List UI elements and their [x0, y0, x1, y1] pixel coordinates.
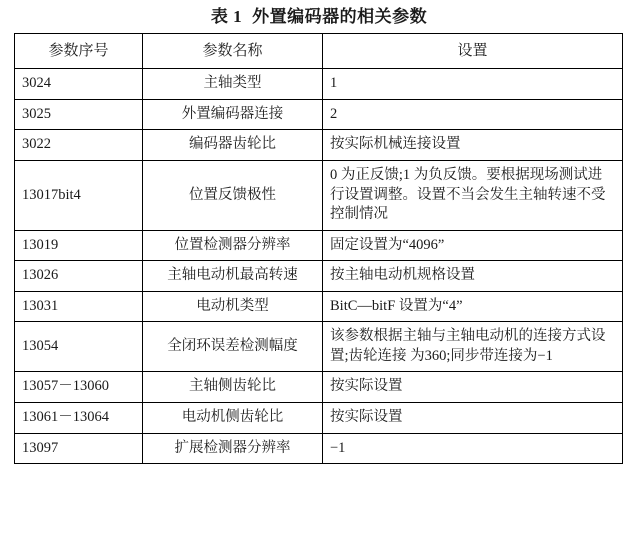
- table-row: [15, 130, 623, 161]
- column-header-parameter-name: 参数名称: [143, 34, 323, 69]
- cell-setting: 按主轴电动机规格设置: [323, 261, 623, 292]
- cell-parameter-name: 主轴类型: [143, 69, 323, 100]
- cell-setting: BitC—bitF 设置为“4”: [323, 291, 623, 322]
- cell-parameter-name: 位置反馈极性: [143, 160, 323, 230]
- cell-setting: −1: [323, 433, 623, 464]
- table-row: [15, 403, 623, 434]
- cell-setting: 按实际设置: [323, 372, 623, 403]
- cell-parameter-number: 3022: [15, 130, 143, 161]
- cell-parameter-number: 13017bit4: [15, 160, 143, 230]
- cell-parameter-number: 3024: [15, 69, 143, 100]
- cell-setting: 该参数根据主轴与主轴电动机的连接方式设置;齿轮连接 为360;同步带连接为−1: [323, 322, 623, 372]
- table-row: [15, 291, 623, 322]
- table-header: [15, 34, 623, 69]
- cell-parameter-name: 外置编码器连接: [143, 99, 323, 130]
- table-caption: [0, 0, 638, 33]
- cell-setting: 按实际机械连接设置: [323, 130, 623, 161]
- cell-parameter-number: 13031: [15, 291, 143, 322]
- cell-parameter-number: 13019: [15, 230, 143, 261]
- cell-parameter-name: 主轴电动机最高转速: [143, 261, 323, 292]
- cell-parameter-number: 13097: [15, 433, 143, 464]
- cell-setting: 2: [323, 99, 623, 130]
- cell-setting: 按实际设置: [323, 403, 623, 434]
- table-row: [15, 160, 623, 230]
- table-caption-label: 表 1: [210, 7, 243, 26]
- cell-parameter-name: 位置检测器分辨率: [143, 230, 323, 261]
- cell-parameter-name: 电动机类型: [143, 291, 323, 322]
- cell-parameter-name: 主轴侧齿轮比: [143, 372, 323, 403]
- cell-parameter-number: 3025: [15, 99, 143, 130]
- cell-parameter-name: 编码器齿轮比: [143, 130, 323, 161]
- cell-parameter-name: 扩展检测器分辨率: [143, 433, 323, 464]
- table-body: [15, 69, 623, 464]
- cell-parameter-number: 13061－13064: [15, 403, 143, 434]
- cell-parameter-number: 13054: [15, 322, 143, 372]
- table-row: [15, 230, 623, 261]
- table-header-row: [15, 34, 623, 69]
- table-row: [15, 372, 623, 403]
- cell-parameter-number: 13057－13060: [15, 372, 143, 403]
- table-row: [15, 261, 623, 292]
- cell-setting: 固定设置为“4096”: [323, 230, 623, 261]
- table-row: [15, 433, 623, 464]
- table-row: [15, 69, 623, 100]
- column-header-parameter-number: 参数序号: [15, 34, 143, 69]
- cell-parameter-name: 电动机侧齿轮比: [143, 403, 323, 434]
- cell-parameter-number: 13026: [15, 261, 143, 292]
- table-caption-title: 外置编码器的相关参数: [252, 7, 428, 26]
- parameter-table: [14, 33, 623, 464]
- column-header-setting: 设置: [323, 34, 623, 69]
- cell-setting: 1: [323, 69, 623, 100]
- cell-parameter-name: 全闭环误差检测幅度: [143, 322, 323, 372]
- table-row: [15, 99, 623, 130]
- table-row: [15, 322, 623, 372]
- cell-setting: 0 为正反馈;1 为负反馈。要根据现场测试进行设置调整。设置不当会发生主轴转速不受控制情况: [323, 160, 623, 230]
